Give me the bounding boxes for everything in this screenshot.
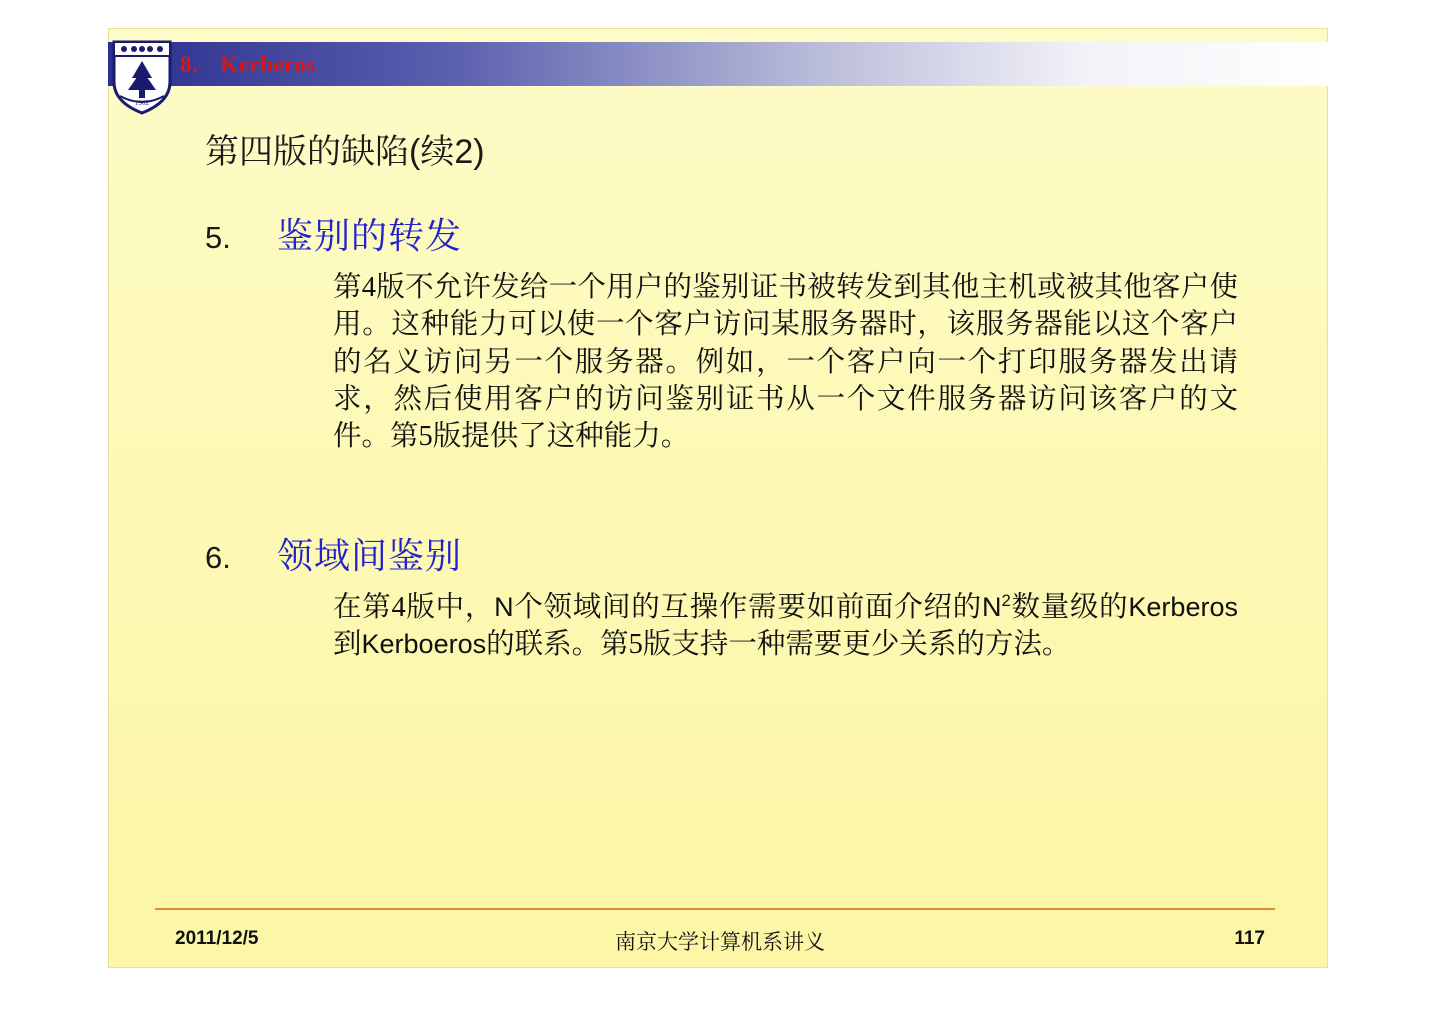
- item-heading: 鉴别的转发: [277, 216, 463, 256]
- header-section-title: [180, 52, 316, 78]
- item-number: 6.: [205, 540, 231, 575]
- list-item: [205, 208, 1265, 456]
- page-title: 第四版的缺陷(续2): [205, 133, 485, 171]
- item-number: 5.: [205, 220, 231, 255]
- item-header: [205, 208, 1265, 259]
- footer-divider: [155, 908, 1275, 910]
- footer-center-text: 南京大学计算机系讲义: [615, 930, 825, 954]
- item-header: [205, 528, 1265, 579]
- item-body: 在第4版中，N个领域间的互操作需要如前面介绍的$N^2$数量级的Kerberos到Kerboeros的联系。第5版支持一种需要更少关系的方法。: [333, 591, 1238, 661]
- header-section-number: 8.: [180, 52, 199, 77]
- header-section-name: Kerberos: [220, 52, 316, 77]
- footer-date: 2011/12/5: [175, 928, 259, 949]
- university-crest-icon: [108, 34, 176, 116]
- item-body: 第4版不允许发给一个用户的鉴别证书被转发到其他主机或被其他客户使用。这种能力可以使一个客户访问某服务器时，该服务器能以这个客户的名义访问另一个服务器。例如，一个客户向一个打印服务器发出请求，然后使用客户的访问鉴别证书从一个文件服务器访问该客户的文件。第5版提供了这种能力。: [333, 272, 1238, 453]
- svg-text:1902: 1902: [135, 99, 149, 107]
- footer-page-number: 117: [1234, 928, 1265, 949]
- item-heading: 领域间鉴别: [277, 536, 463, 576]
- list-item: [205, 528, 1265, 664]
